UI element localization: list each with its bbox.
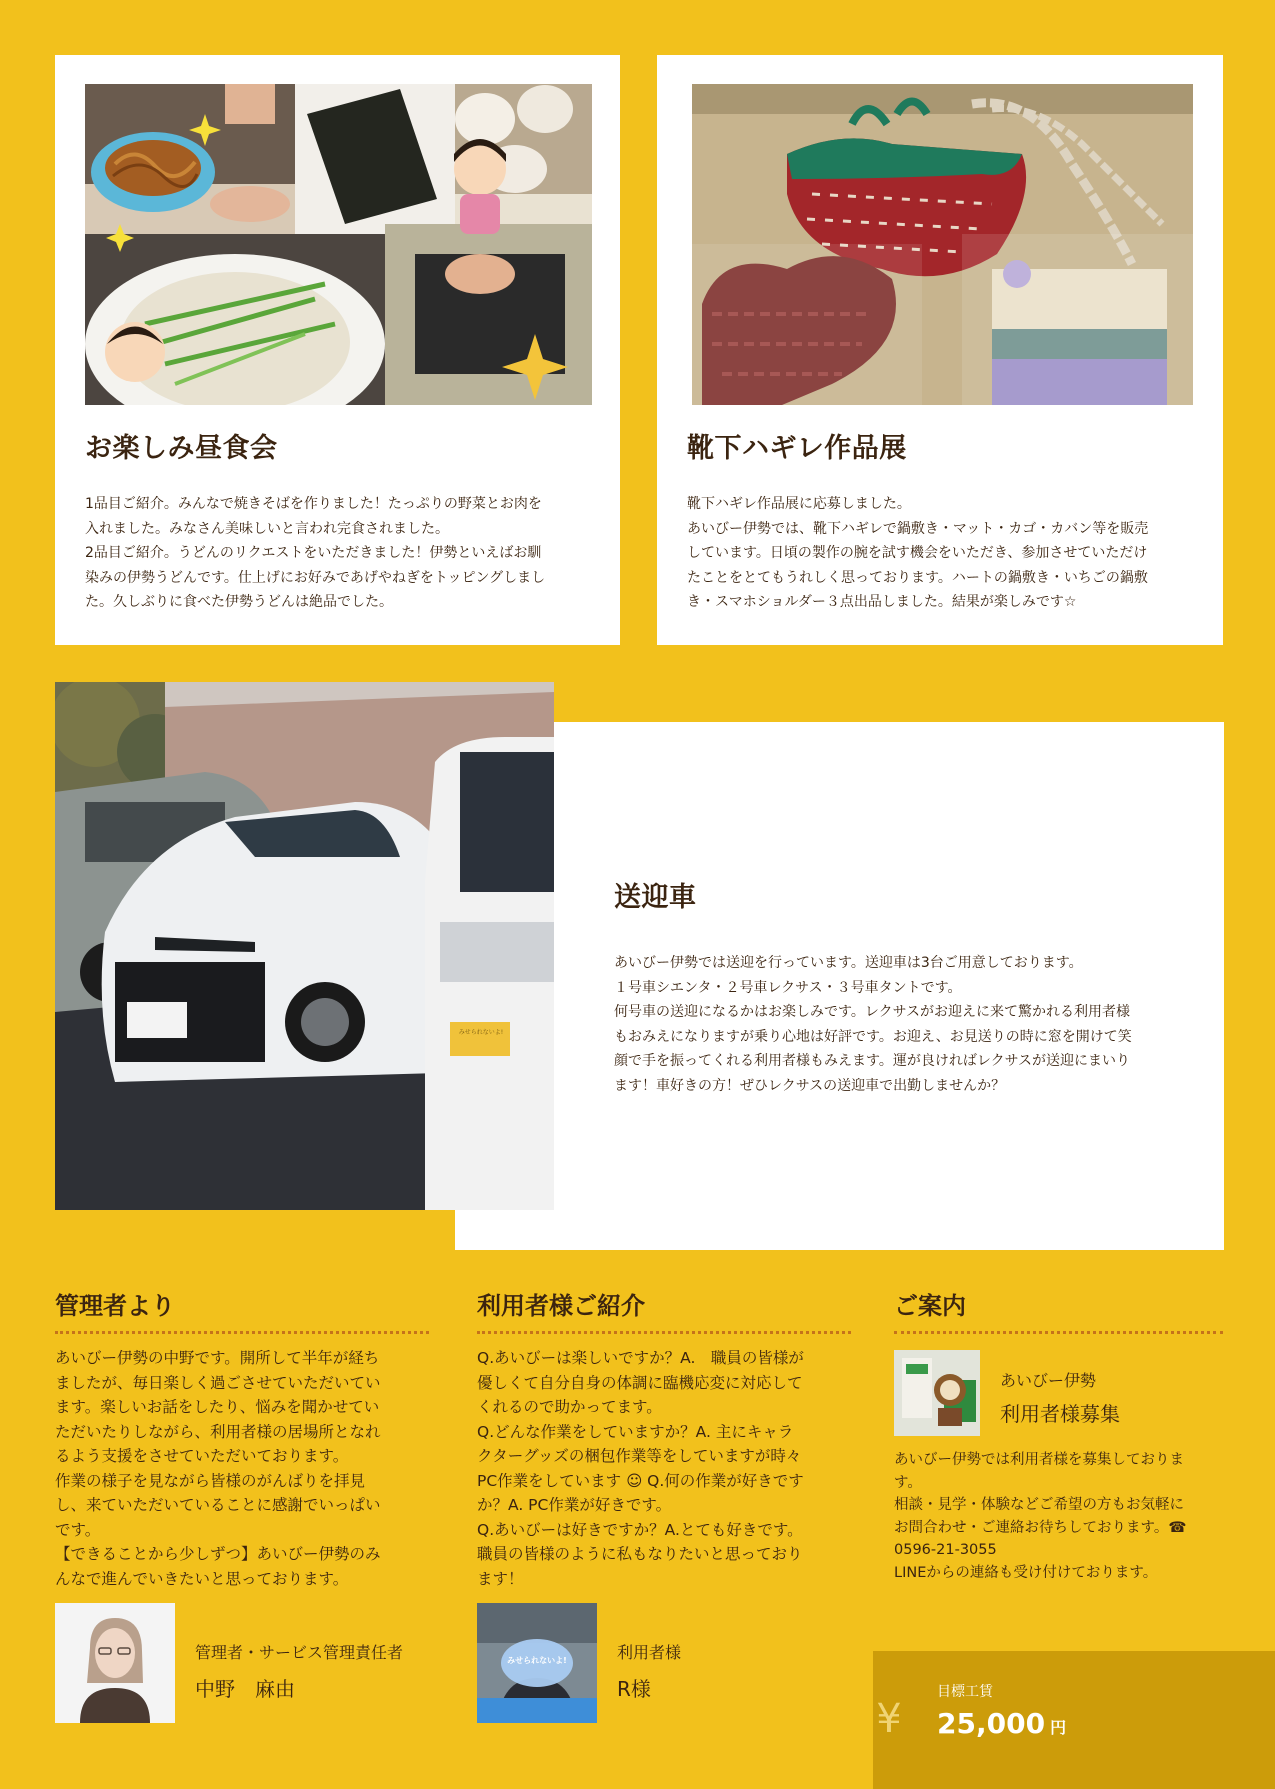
car-title: 送迎車 bbox=[614, 882, 697, 913]
user-name: R様 bbox=[617, 1677, 651, 1701]
manager-name: 中野 麻由 bbox=[195, 1677, 295, 1701]
info-heading: ご案内 bbox=[894, 1292, 966, 1320]
yen-icon: ¥ bbox=[876, 1696, 902, 1742]
user-role: 利用者様 bbox=[617, 1643, 682, 1662]
lunch-collage-photo bbox=[85, 84, 592, 405]
car-photo bbox=[55, 682, 554, 1210]
lunch-body: 1品目ご紹介。みんなで焼きそばを作りました！たっぷりの野菜とお肉を 入れました。みなさん美味しいと言われ完食されました。 2品目ご紹介。うどんのリクエストをいただきました！伊勢といえばお馴 染みの伊勢うどんです。仕上げにお好みであげやねぎをトッピングしまし た。久しぶりに食べた伊勢うどんは絶品でした。 bbox=[85, 496, 546, 610]
car-body: あいびー伊勢では送迎を行っています。送迎車は3台ご用意しております。 １号車シエンタ・２号車レクサス・３号車タントです。 何号車の送迎になるかはお楽しみです。レクサスがお迎えに来て驚かれる利用者様 もおみえになりますが乗り心地は好評です。お迎え、お見送りの時に窓を開けて笑 顔で手を振ってくれる利用者様もみえます。運が良ければレクサスが送迎にまいり ます！車好きの方！ぜひレクサスの送迎車で出勤しませんか？ bbox=[614, 955, 1132, 1094]
user-mosaic-badge: みせられないよ! bbox=[507, 1656, 567, 1665]
target-wage-amount: 25,000 bbox=[937, 1707, 1046, 1740]
lunch-card bbox=[55, 55, 620, 645]
lunch-title: お楽しみ昼食会 bbox=[85, 433, 278, 464]
info-divider bbox=[894, 1331, 1223, 1334]
info-recruit: 利用者様募集 bbox=[1000, 1402, 1120, 1426]
user-body: Q.あいびーは楽しいですか？A. 職員の皆様が 優しくて自分自身の体調に臨機応変に対応して くれるので助かってます。 Q.どんな作業をしていますか？A. 主にキャラ クターグッズの梱包作業等をしていますが時々 PC作業をしています ☺ Q.何の作業が好きです か？A. PC作業が好きです。 Q.あいびーは好きですか？A.とても好きです。 職員の皆様のように私もなりたいと思っており ます！ bbox=[477, 1349, 804, 1588]
info-org: あいびー伊勢 bbox=[1000, 1371, 1097, 1390]
target-wage-unit: 円 bbox=[1050, 1718, 1067, 1737]
exhibit-body: 靴下ハギレ作品展に応募しました。 あいびー伊勢では、靴下ハギレで鍋敷き・マット・カゴ・カバン等を販売 しています。日頃の製作の腕を試す機会をいただき、参加させていただけ たことをとてもうれしく思っております。ハートの鍋敷き・いちごの鍋敷 き・スマホショルダー３点出品しました。結果が楽しみです☆ bbox=[687, 496, 1149, 610]
user-avatar bbox=[477, 1603, 597, 1723]
target-wage-label: 目標工賃 bbox=[937, 1684, 993, 1700]
manager-divider bbox=[55, 1331, 429, 1334]
exhibit-photo bbox=[692, 84, 1193, 405]
target-wage-value bbox=[937, 1707, 1066, 1740]
exhibit-title: 靴下ハギレ作品展 bbox=[687, 433, 907, 464]
info-body: あいびー伊勢では利用者様を募集しておりま す。 相談・見学・体験などご希望の方もお気軽に お問合わせ・ご連絡お待ちしております。☎ 0596-21-3055 LINEからの連絡も受け付けております。 bbox=[894, 1452, 1187, 1581]
user-divider bbox=[477, 1331, 851, 1334]
target-wage-box bbox=[873, 1651, 1275, 1789]
info-photo bbox=[894, 1350, 980, 1436]
manager-avatar bbox=[55, 1603, 175, 1723]
manager-heading: 管理者より bbox=[55, 1292, 175, 1320]
car-plate-label: みせられないよ! bbox=[458, 1029, 504, 1036]
manager-body: あいびー伊勢の中野です。開所して半年が経ち ましたが、毎日楽しく過ごさせていただいてい ます。楽しいお話をしたり、悩みを聞かせてい ただいたりしながら、利用者様の居場所となれ るよう支援をさせていただいております。 作業の様子を見ながら皆様のがんばりを拝見 し、来ていただいていることに感謝でいっぱい です。 【できることから少しずつ】あいびー伊勢のみ んなで進んでいきたいと思っております。 bbox=[55, 1349, 381, 1588]
manager-role: 管理者・サービス管理責任者 bbox=[195, 1643, 404, 1662]
exhibit-card bbox=[657, 55, 1223, 645]
user-heading: 利用者様ご紹介 bbox=[477, 1292, 645, 1320]
